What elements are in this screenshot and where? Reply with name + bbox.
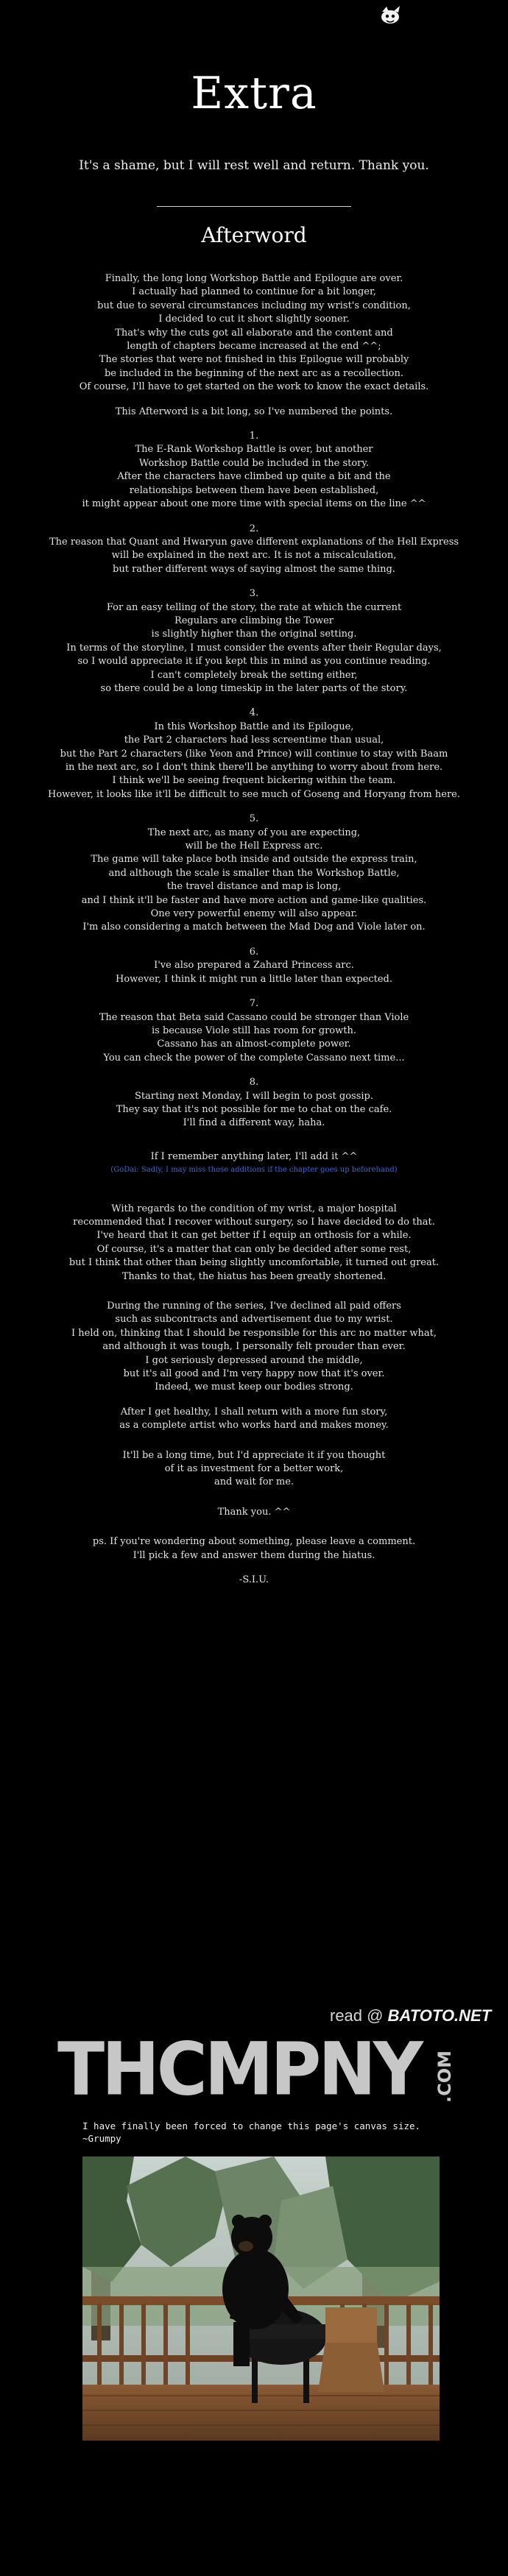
afterword-body bbox=[15, 272, 493, 1599]
scanlator-caption: I have finally been forced to change this page's canvas size. ~Grumpy bbox=[82, 2120, 421, 2144]
text-line: 5. bbox=[249, 813, 259, 825]
text-line: is slightly higher than the original setting. bbox=[151, 629, 357, 640]
text-line: but it's all good and I'm very happy now that it's over. bbox=[123, 1368, 385, 1380]
divider bbox=[157, 206, 351, 207]
text-line: I've heard that it can get better if I equip an orthosis for a while. bbox=[96, 1230, 412, 1242]
text-line: will be the Hell Express arc. bbox=[185, 841, 323, 852]
text-line: I've also prepared a Zahard Princess arc. bbox=[154, 960, 354, 972]
text-line: Thank you. ^^ bbox=[217, 1506, 291, 1518]
text-line: After I get healthy, I shall return with a more fun story, bbox=[120, 1406, 388, 1418]
text-line: as a complete artist who works hard and makes money. bbox=[119, 1420, 389, 1432]
numbered-point bbox=[15, 523, 493, 577]
page-title: Extra bbox=[191, 68, 317, 119]
text-line: The E-Rank Workshop Battle is over, but another bbox=[135, 444, 373, 456]
closing-paragraph bbox=[15, 1300, 493, 1395]
text-line: is because Viole still has room for growth. bbox=[152, 1025, 356, 1036]
text-line: and although the scale is smaller than the Workshop Battle, bbox=[108, 867, 400, 879]
text-line: I actually had planned to continue for a bit longer, bbox=[132, 286, 376, 298]
text-line: will be explained in the next arc. It is not a miscalculation, bbox=[111, 550, 397, 562]
text-line: I held on, thinking that I should be responsible for this arc no matter what, bbox=[71, 1327, 437, 1339]
numbered-point bbox=[15, 813, 493, 935]
text-line: length of chapters became increased at the end ^^; bbox=[127, 341, 381, 353]
text-line: The reason that Beta said Cassano could be stronger than Viole bbox=[99, 1011, 409, 1023]
text-line: relationships between them have been established, bbox=[129, 484, 379, 496]
text-line: In terms of the storyline, I must consider the events after their Regular days, bbox=[66, 642, 442, 654]
text-line: the Part 2 characters had less screentime than usual, bbox=[124, 735, 384, 746]
closing-paragraph bbox=[15, 1574, 493, 1587]
text-line: Thanks to that, the hiatus has been greatly shortened. bbox=[121, 1270, 387, 1282]
text-line: but I think that other than being slightly uncomfortable, it turned out great. bbox=[68, 1257, 440, 1269]
text-line: 1. bbox=[249, 431, 259, 442]
text-line: That's why the cuts got all elaborate and the content and bbox=[115, 327, 393, 339]
text-line: I think we'll be seeing frequent bickering within the team. bbox=[112, 775, 396, 787]
text-line: I'm also considering a match between the Mad Dog and Viole later on. bbox=[82, 921, 426, 933]
numbered-point bbox=[15, 997, 493, 1065]
text-line: Workshop Battle could be included in the story. bbox=[138, 457, 370, 469]
text-line: the travel distance and map is long, bbox=[166, 881, 342, 893]
text-line: Of course, I'll have to get started on the work to know the exact details. bbox=[79, 381, 429, 393]
text-line: so there could be a long timeskip in the later parts of the story. bbox=[100, 682, 408, 694]
numbered-point bbox=[15, 587, 493, 696]
com-label bbox=[434, 2033, 456, 2106]
text-line: The stories that were not finished in this Epilogue will probably bbox=[99, 354, 409, 366]
closing-paragraph bbox=[15, 1535, 493, 1563]
text-line: With regards to the condition of my wrist, a major hospital bbox=[111, 1203, 397, 1214]
text-line: One very powerful enemy will also appear. bbox=[150, 908, 358, 920]
text-line: 3. bbox=[249, 588, 259, 600]
text-line: Finally, the long long Workshop Battle and Epilogue are over. bbox=[105, 273, 403, 284]
text-line: Starting next Monday, I will begin to post gossip. bbox=[135, 1090, 373, 1102]
site-name: BATOTO.NET bbox=[387, 2006, 492, 2025]
text-line: but the Part 2 characters (like Yeon and Prince) will continue to stay with Baam bbox=[60, 748, 448, 760]
subtitle: It's a shame, but I will rest well and return. Thank you. bbox=[79, 158, 429, 173]
text-line: but due to several circumstances including my wrist's condition, bbox=[97, 300, 411, 311]
text-line: and although it was tough, I personally felt prouder than ever. bbox=[102, 1341, 406, 1353]
closing-paragraph bbox=[15, 1449, 493, 1490]
text-line: I can't completely break the setting either, bbox=[150, 669, 358, 681]
text-line: and I think it'll be faster and have more action and game-like qualities. bbox=[81, 894, 427, 906]
text-line: During the running of the series, I've declined all paid offers bbox=[107, 1301, 401, 1312]
numbered-point bbox=[15, 946, 493, 986]
text-line: The game will take place both inside and outside the express train, bbox=[91, 854, 417, 866]
text-line: However, I think it might run a little later than expected. bbox=[116, 973, 392, 985]
text-line: recommended that I recover without surgery, so I have decided to do that. bbox=[73, 1216, 435, 1228]
text-line: Of course, it's a matter that can only be decided after some rest, bbox=[96, 1243, 412, 1255]
text-line: I decided to cut it short slightly sooner. bbox=[158, 314, 350, 325]
text-line: I got seriously depressed around the middle, bbox=[145, 1354, 363, 1366]
translator-note: (GoDai: Sadly, I may miss those additions if the chapter goes up beforehand) bbox=[110, 1166, 398, 1175]
read-at-text: read @ bbox=[330, 2006, 384, 2025]
numbered-point bbox=[15, 707, 493, 802]
numbered-point bbox=[15, 430, 493, 511]
closing-paragraph bbox=[15, 1406, 493, 1433]
intro-paragraph bbox=[15, 272, 493, 394]
text-line: 2. bbox=[249, 523, 259, 534]
group-logo-text: THCMPNY bbox=[57, 2028, 420, 2112]
text-line: You can check the power of the complete Cassano next time... bbox=[103, 1052, 405, 1064]
closing-paragraph bbox=[15, 1203, 493, 1284]
text-line: -S.I.U. bbox=[239, 1574, 269, 1586]
section-heading: Afterword bbox=[201, 223, 307, 247]
text-line: 7. bbox=[249, 998, 259, 1010]
numbered-point bbox=[15, 1076, 493, 1130]
text-line: 4. bbox=[249, 707, 259, 719]
text-line: Cassano has an almost-complete power. bbox=[157, 1038, 351, 1050]
text-line: but rather different ways of saying almost the same thing. bbox=[113, 563, 395, 575]
text-line: This Afterword is a bit long, so I've numbered the points. bbox=[115, 406, 393, 417]
text-line: such as subcontracts and advertisement due to my wrist. bbox=[115, 1314, 393, 1326]
text-line: 6. bbox=[249, 946, 259, 958]
text-line: in the next arc, so I don't think there'll be anything to worry about from here. bbox=[65, 762, 443, 773]
text-line: The next arc, as many of you are expecting, bbox=[147, 827, 361, 838]
text-line: I'll find a different way, haha. bbox=[183, 1117, 325, 1129]
text-line: so I would appreciate it if you kept this in mind as you continue reading. bbox=[77, 656, 431, 668]
text-line: 8. bbox=[249, 1077, 259, 1089]
read-at-label bbox=[330, 2006, 491, 2025]
remember-line: If I remember anything later, I'll add it ^^ bbox=[150, 1150, 358, 1162]
text-line: it might appear about one more time with special items on the line ^^ bbox=[82, 498, 426, 510]
text-line: In this Workshop Battle and its Epilogue, bbox=[154, 721, 354, 732]
text-line: They say that it's not possible for me to chat on the cafe. bbox=[116, 1103, 392, 1115]
text-line: of it as investment for a better work, bbox=[164, 1463, 344, 1475]
text-line: The reason that Quant and Hwaryun gave different explanations of the Hell Express bbox=[49, 536, 459, 548]
svg-text:.COM: .COM bbox=[434, 2050, 455, 2103]
bear-on-deck-photo bbox=[82, 2156, 440, 2441]
intro-paragraph bbox=[15, 406, 493, 419]
text-line: After the characters have climbed up quite a bit and the bbox=[117, 471, 391, 483]
group-mascot-icon bbox=[378, 4, 404, 26]
closing-paragraph bbox=[15, 1506, 493, 1519]
text-line: Indeed, we must keep our bodies strong. bbox=[155, 1381, 353, 1393]
text-line: It'll be a long time, but I'd appreciate it if you thought bbox=[122, 1449, 386, 1461]
text-line: be included in the beginning of the next arc as a recollection. bbox=[104, 367, 404, 379]
text-line: However, it looks like it'll be difficult to see much of Goseng and Horyang from here. bbox=[47, 788, 460, 800]
text-line: For an easy telling of the story, the rate at which the current bbox=[106, 601, 402, 613]
text-line: Regulars are climbing the Tower bbox=[174, 615, 334, 626]
text-line: I'll pick a few and answer them during the hiatus. bbox=[133, 1549, 375, 1561]
text-line: ps. If you're wondering about something, please leave a comment. bbox=[92, 1536, 416, 1548]
text-line: and wait for me. bbox=[214, 1476, 294, 1488]
